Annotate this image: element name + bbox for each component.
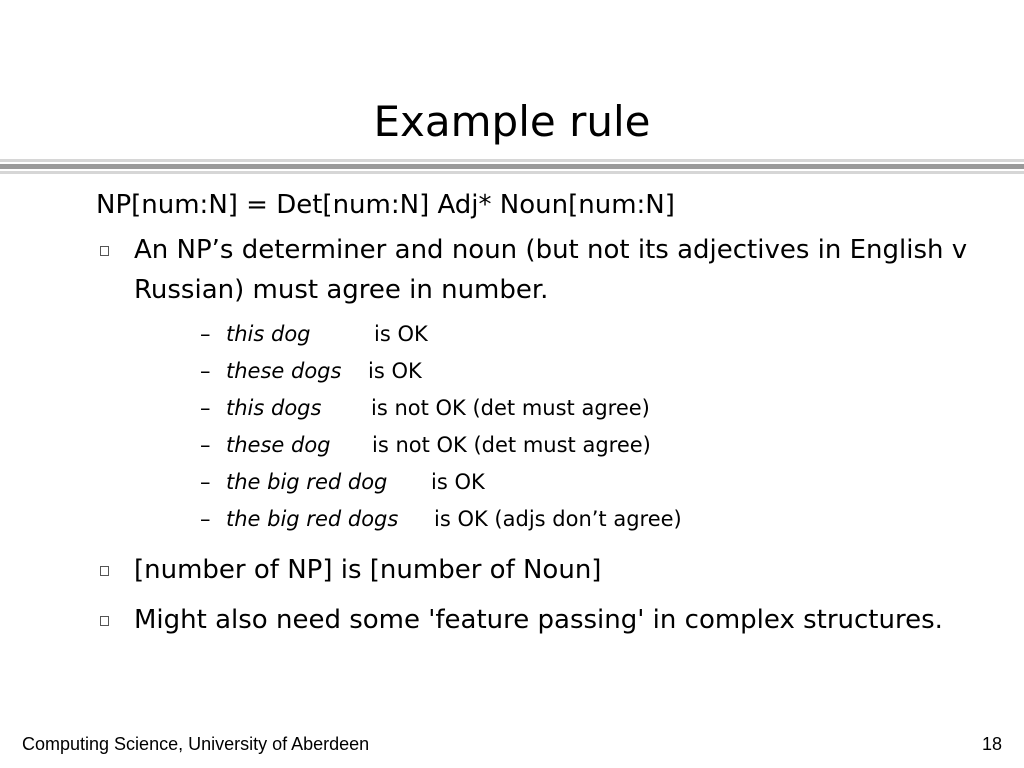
example-verdict: is not OK (det must agree): [372, 433, 651, 457]
example-phrase: these dogs: [226, 359, 342, 383]
bullet-item: [96, 600, 996, 640]
dash-bullet: –: [200, 507, 211, 531]
square-bullet-icon: [100, 566, 109, 576]
title-divider: [0, 159, 1024, 179]
example-item: [200, 353, 996, 390]
dash-bullet: –: [200, 470, 211, 494]
dash-bullet: –: [200, 322, 211, 346]
example-item: [200, 464, 996, 501]
example-verdict: is not OK (det must agree): [371, 396, 650, 420]
bullet-text: An NP’s determiner and noun (but not its adjectives in English v Russian) must agree in number.: [134, 235, 968, 305]
example-phrase: the big red dog: [226, 470, 388, 494]
example-verdict: is OK: [368, 359, 422, 383]
dash-bullet: –: [200, 359, 211, 383]
dash-bullet: –: [200, 396, 211, 420]
square-bullet-icon: [100, 246, 109, 256]
bullet-item: [96, 550, 996, 590]
example-verdict: is OK: [431, 470, 485, 494]
bullet-item: [96, 230, 996, 310]
dash-bullet: –: [200, 433, 211, 457]
square-bullet-icon: [100, 616, 109, 626]
example-phrase: the big red dogs: [226, 507, 399, 531]
example-phrase: this dogs: [226, 396, 322, 420]
slide-body: [96, 188, 996, 640]
example-phrase: this dog: [226, 322, 311, 346]
example-list: [200, 316, 996, 538]
example-phrase: these dog: [226, 433, 331, 457]
example-verdict: is OK (adjs don’t agree): [434, 507, 682, 531]
example-item: [200, 427, 996, 464]
slide-title: Example rule: [373, 97, 651, 146]
bullet-text: [number of NP] is [number of Noun]: [134, 555, 602, 585]
example-verdict: is OK: [374, 322, 428, 346]
example-item: [200, 390, 996, 427]
bullet-text: Might also need some 'feature passing' in complex structures.: [134, 605, 943, 635]
example-item: [200, 501, 996, 538]
footer-institution: Computing Science, University of Aberdeen: [22, 734, 370, 754]
example-item: [200, 316, 996, 353]
grammar-rule: NP[num:N] = Det[num:N] Adj* Noun[num:N]: [96, 190, 675, 220]
page-number: 18: [981, 734, 1002, 754]
